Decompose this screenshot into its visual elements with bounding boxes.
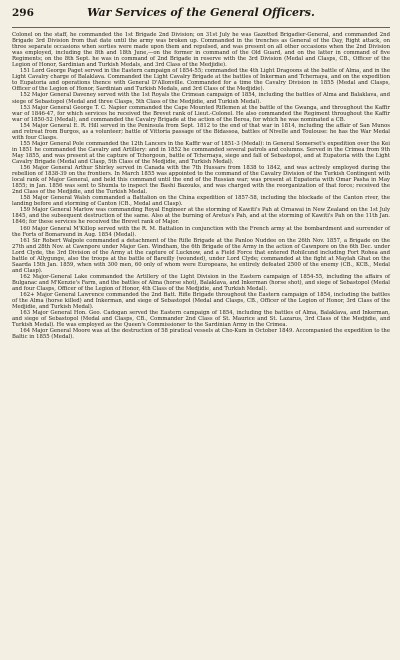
paragraph: 151 Lord George Paget served in the Eastern campaign of 1854-55; commanded the 4th Light Dragoons at the battle of Alma, and in the Light Cavalry charge of Balaklava. Commanded the Light Cavalry Brigade at the battles of Inkerman and Tchernaya, and on the expedition to Eupatoria and operations thence with General D'Allonville. Commanded for a time the Cavalry Division in 1855 (Medal and Clasps, Officer of the Legion of Honor, Sardinian and Turkish Medals, and 3rd Class of the Medjidie). bbox=[12, 68, 390, 93]
paragraph: 152 Major General Daveney served with the 1st Royals the Crimean campaign of 1854, including the battles of Alma and Balaklava, and siege of Sebastopol (Medal and three Clasps, 5th Class of the Medjidie, and Turkish Medal). bbox=[12, 92, 390, 105]
page-number: 296 bbox=[12, 7, 34, 19]
paragraph: 162 Major-General Lake commanded the Artillery of the Light Division in the Eastern campaign of 1854-55, including the affairs of Bulganac and M'Kenzie's Farm, and the battles of Alma (horse shot), Balaklava, and Inkerman (horse shot), and siege of Sebastopol (Medal and four Clasps, Officer of the Legion of Honor, 4th Class of the Medjidie, and Turkish Medal). bbox=[12, 273, 390, 292]
paragraph: 164 Major General Moore was at the destruction of 58 piratical vessels at Cho-Kum in October 1849. Accompanied the expedition to the Baltic in 1855 (Medal). bbox=[12, 328, 390, 341]
header-rule bbox=[12, 27, 390, 28]
paragraph: 153 Major General George T. C. Napier commanded the Cape Mounted Riflemen at the battle of the Gwanga, and throughout the Kaffir war of 1846-47, for which services he received the Brevet rank of Lieut.-Colonel. He also commanded the Regiment throughout the Kaffir war of 1850-52 (Medal), and commanded the Cavalry Brigade at the action of the Berea, for which he was nominated a CB. bbox=[12, 104, 390, 123]
paragraph: 155 Major General Pole commanded the 12th Lancers in the Kaffir war of 1851-3 (Medal): in General Somerset's expedition over the Kei in 1851 he commanded the Cavalry and Artillery: and in 1852 he commanded several patrols and columns. Served in the Crimea from 9th May 1855, and was present at the capture of Tchorgoun, battle of Tchernaya, siege and fall of Sebastopol, and at Eupatoria with the Light Cavalry Brigade (Medal and Clasp, 5th Class of the Medjidie, and Turkish Medal). bbox=[12, 140, 390, 165]
paragraph: 163 Major General Hon. Geo. Cadogan served the Eastern campaign of 1854, including the battles of Alma, Balaklava, and Inkerman, and siege of Sebastopol (Medal and Clasps, CB., Commander 2nd Class of St. Maurice and St. Lazarus, 3rd Class of the Medjidie, and Turkish Medal). He was employed as the Queen's Commissioner to the Sardinian Army in the Crimea. bbox=[12, 310, 390, 329]
paragraph: Colonel on the staff, he commanded the 1st Brigade 2nd Division; on 31st July he was Gazetted Brigadier-General, and commanded 2nd Brigade 3rd Division from that date until the army was broken up. Commanded in the trenches as General of the Day, Right attack, on three separate occasions when sorties were made upon them and repulsed, and was present on all other occasions when the 2nd Division was employed, including the 8th and 18th June,—on the former in command of the Old Guard, and on the latter in command of five Regiments; on the 8th Sept. he was in command of 2nd Brigade in reserve with the 3rd Division (Medal and Clasps, CB., Officer of the Legion of Honor, Sardinian and Turkish Medals, and 3rd Class of the Medjidie). bbox=[12, 32, 390, 69]
paragraph: 160 Major General M'Killop served with the R. M. Battalion in conjunction with the French army at the bombardment and surrender of the Forts of Bomarsund in Aug. 1854 (Medal). bbox=[12, 225, 390, 238]
page-body bbox=[12, 32, 390, 340]
paragraph: 159 Major General Marlow was commanding Royal Engineer at the storming of Kawiti's Pah at Ornawai in New Zealand on the 1st July 1845, and the subsequent destruction of the same. Also at the burning of Aretus's Pah, and at the storming of Kawiti's Pah on the 11th Jan. 1846; for these services he received the Brevet rank of Major. bbox=[12, 207, 390, 226]
paragraph: 156 Major General Arthur Shirley served in Canada with the 7th Hussars from 1838 to 1842, and was actively employed during the rebellion of 1838-39 on the frontiers. In March 1855 was appointed to the command of the Cavalry Division of the Turkish Contingent with local rank of Major General, and held this command until the end of the Russian war; was present at Eupatoria with Omar Pasha in May 1855; in Jan. 1856 was sent to Shumla to inspect the Bashi Bazouks, and was charged with the reorganization of that force; received the 2nd Class of the Medjidie, and the Turkish Medal. bbox=[12, 165, 390, 196]
paragraph: 158 Major General Walsh commanded a Battalion on the China expedition of 1857-58, including the blockade of the Canton river, the landing before and storming of Canton (CB., Medal and Clasp). bbox=[12, 195, 390, 208]
page-header bbox=[12, 6, 390, 24]
paragraph: 162+ Major General Lawrence commanded the 2nd Batt. Rifle Brigade throughout the Eastern campaign of 1854, including the battles of the Alma (horse killed) and Inkerman, and siege of Sebastopol (Medal and Clasps, CB., Officer of the Legion of Honor, 3rd Class of the Medjidie, and Turkish Medal). bbox=[12, 292, 390, 311]
paragraph: 161 Sir Robert Walpole commanded a detachment of the Rifle Brigade at the Panloo Nuddee on the 26th Nov. 1857, a Brigade on the 27th and 28th Nov. at Cawnpore under Major Gen. Windham, the 6th Brigade of the Army in the action of Cawnpore on the 6th Dec. under Lord Clyde, the 3rd Division of the Army at the capture of Lucknow, and a Field Force that entered Rohilcund including Fort Rohea and battle of Allygunge, also the troops at the battle of Bareilly (wounded), under Lord Clyde; commanded at the fight at Maylah Ghat on the Saarda 15th Jan. 1859, when with 300 men, 60 only of whom were Europeans, he entirely defeated 2500 of the enemy (CB., KCB., Medal and Clasp). bbox=[12, 237, 390, 274]
running-title: War Services of the General Officers. bbox=[87, 6, 315, 19]
paragraph: 154 Major General E. R. Hill served in the Peninsula from Sept. 1812 to the end of that war in 1814, including the affair of San Munos and retreat from Burgos, as a volunteer; battle of Vittoria passage of the Bidassoa, battles of Nivelle and Toulouse: he has the War Medal with four Clasps. bbox=[12, 122, 390, 141]
